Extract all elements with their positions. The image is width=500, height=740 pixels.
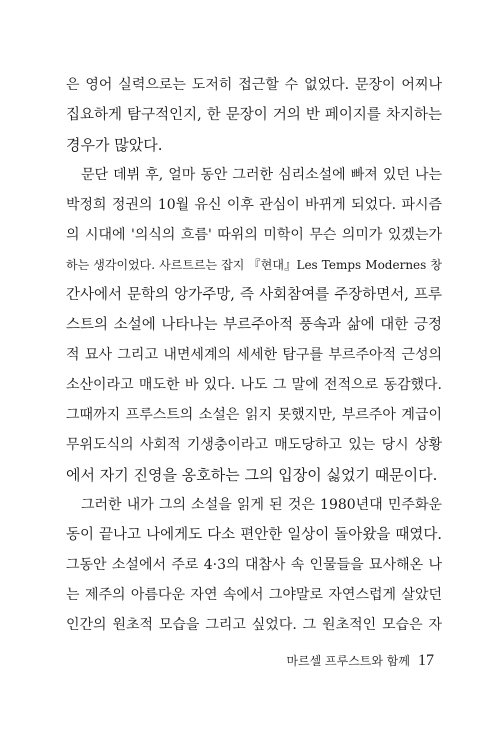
text-line: 는 제주의 아름다운 자연 속에서 그야말로 자연스럽게 살았던 [66, 587, 442, 603]
page-number: 17 [418, 652, 434, 669]
text-line: 무위도식의 사회적 기생충이라고 매도당하고 있는 당시 상황 [66, 437, 442, 453]
text-line: 집요하게 탐구적인지, 한 문장이 거의 반 페이지를 차지하는 [66, 107, 442, 123]
text-line: 소산이라고 매도한 바 있다. 나도 그 말에 전적으로 동감했다. [66, 377, 442, 393]
text-line: 경우가 많았다. [66, 136, 163, 154]
text-line: 은 영어 실력으로는 도저히 접근할 수 없었다. 문장이 어찌나 [66, 77, 442, 93]
text-line: 그동안 소설에서 주로 4·3의 대참사 속 인물들을 묘사해온 나 [66, 557, 442, 573]
text-line: 하는 생각이었다. 사르트르는 잡지 『현대』Les Temps Modernes 창 [66, 258, 442, 272]
text-line: 그러한 내가 그의 소설을 읽게 된 것은 1980년대 민주화운 [81, 497, 442, 513]
text-line: 스트의 소설에 나타나는 부르주아적 풍속과 삶에 대한 긍정 [66, 317, 442, 333]
body-text [66, 70, 442, 640]
text-line: 적 묘사 그리고 내면세계의 세세한 탐구를 부르주아적 근성의 [66, 347, 442, 363]
running-footer [286, 645, 434, 675]
text-line: 동이 끝나고 나에게도 다소 편안한 일상이 돌아왔을 때였다. [66, 527, 442, 543]
text-line: 간사에서 문학의 앙가주망, 즉 사회참여를 주장하면서, 프루 [66, 287, 442, 303]
text-line: 문단 데뷔 후, 얼마 동안 그러한 심리소설에 빠져 있던 나는 [81, 167, 442, 183]
text-line: 에서 자기 진영을 옹호하는 그의 입장이 싫었기 때문이다. [66, 466, 438, 484]
text-line: 박정희 정권의 10월 유신 이후 관심이 바뀌게 되었다. 파시즘 [66, 197, 442, 213]
text-line: 의 시대에 '의식의 흐름' 따위의 미학이 무슨 의미가 있겠는가 [66, 227, 442, 243]
text-line: 그때까지 프루스트의 소설은 읽지 못했지만, 부르주아 계급이 [66, 407, 442, 423]
book-title: 마르셀 프루스트와 함께 [286, 654, 410, 668]
text-line: 인간의 원초적 모습을 그리고 싶었다. 그 원초적인 모습은 자 [66, 617, 442, 633]
